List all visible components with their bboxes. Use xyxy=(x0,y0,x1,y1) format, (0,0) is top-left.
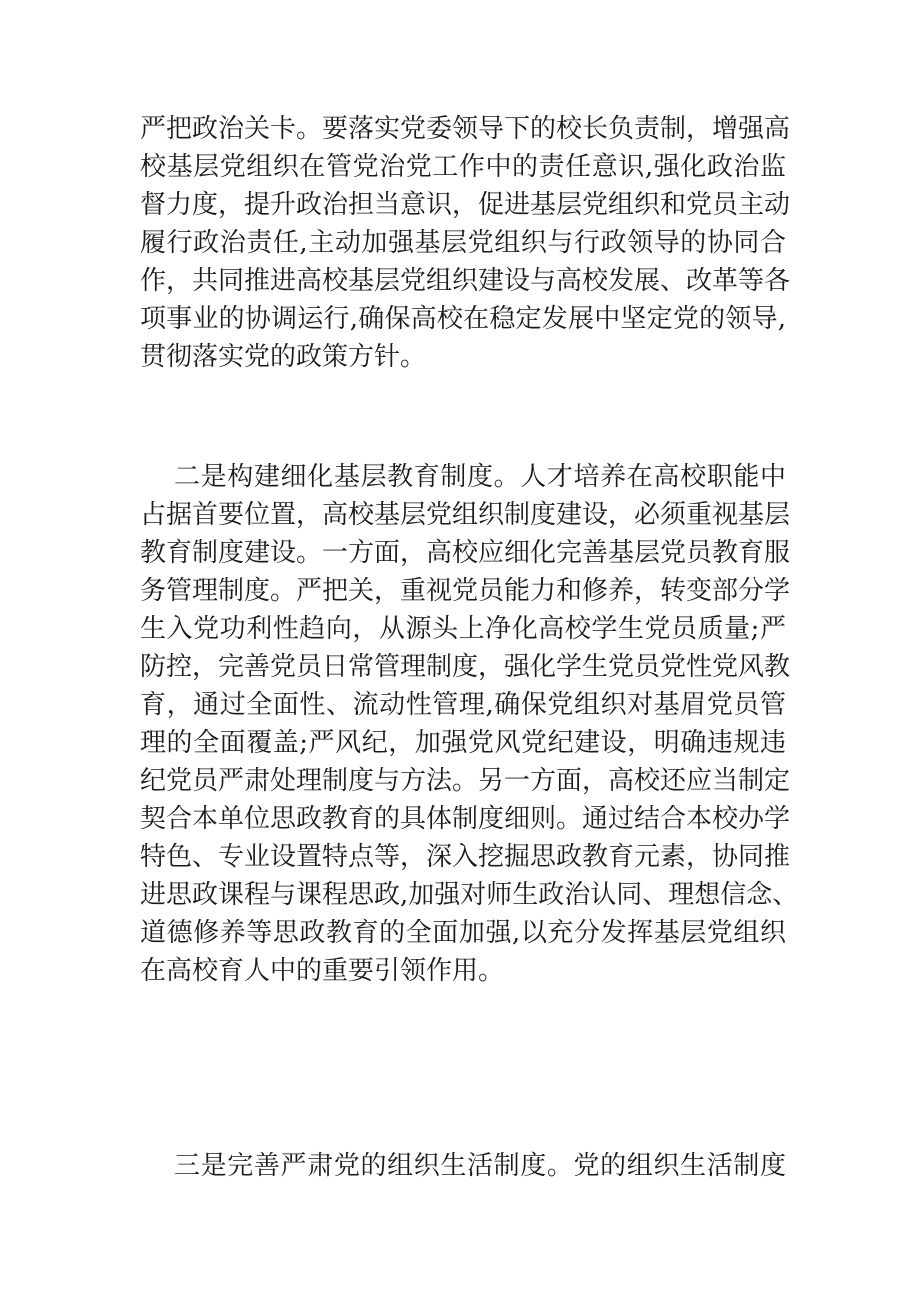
text-line: 项事业的协调运行,确保高校在稳定发展中坚定党的领导, xyxy=(140,304,786,334)
text-line: 作，共同推进高校基层党组织建设与高校发展、改革等各 xyxy=(140,266,791,296)
text-line: 特色、专业设置特点等，深入挖掘思政教育元素，协同推 xyxy=(140,842,791,872)
text-line: 占据首要位置，高校基层党组织制度建设，必须重视基层 xyxy=(140,500,791,530)
text-line: 道德修养等思政教育的全面加强,以充分发挥基层党组织 xyxy=(140,918,786,948)
text-line: 教育制度建设。一方面，高校应细化完善基层党员教育服 xyxy=(140,538,791,568)
paragraph-1 xyxy=(140,110,791,376)
paragraph-2 xyxy=(140,458,799,990)
text-line: 生入党功利性趋向，从源头上净化高校学生党员质量;严 xyxy=(140,614,786,644)
text-line: 三是完善严肃党的组织生活制度。党的组织生活制度 xyxy=(174,1151,786,1181)
text-line: 校基层党组织在管党治党工作中的责任意识,强化政治监 xyxy=(140,152,786,182)
text-line: 履行政治责任,主动加强基层党组织与行政领导的协同合 xyxy=(140,228,786,258)
text-line: 在高校育人中的重要引领作用。 xyxy=(140,956,505,986)
text-line: 务管理制度。严把关，重视党员能力和修养，转变部分学 xyxy=(140,576,791,606)
text-line: 贯彻落实党的政策方针。 xyxy=(140,342,427,372)
text-line: 二是构建细化基层教育制度。人才培养在高校职能中 xyxy=(174,462,786,492)
text-line: 严把政治关卡。要落实党委领导下的校长负责制，增强高 xyxy=(140,114,791,144)
text-line: 契合本单位思政教育的具体制度细则。通过结合本校办学 xyxy=(140,804,791,834)
text-line: 督力度，提升政治担当意识，促进基层党组织和党员主动 xyxy=(140,190,791,220)
text-line: 育，通过全面性、流动性管理,确保党组织对基眉党员管 xyxy=(140,690,786,720)
text-line: 进思政课程与课程思政,加强对师生政治认同、理想信念、 xyxy=(140,880,799,910)
text-line: 防控，完善党员日常管理制度，强化学生党员党性党风教 xyxy=(140,652,791,682)
text-line: 纪党员严肃处理制度与方法。另一方面，高校还应当制定 xyxy=(140,766,791,796)
paragraph-3 xyxy=(140,1147,786,1185)
text-line: 理的全面覆盖;严风纪，加强党风党纪建设，明确违规违 xyxy=(140,728,786,758)
